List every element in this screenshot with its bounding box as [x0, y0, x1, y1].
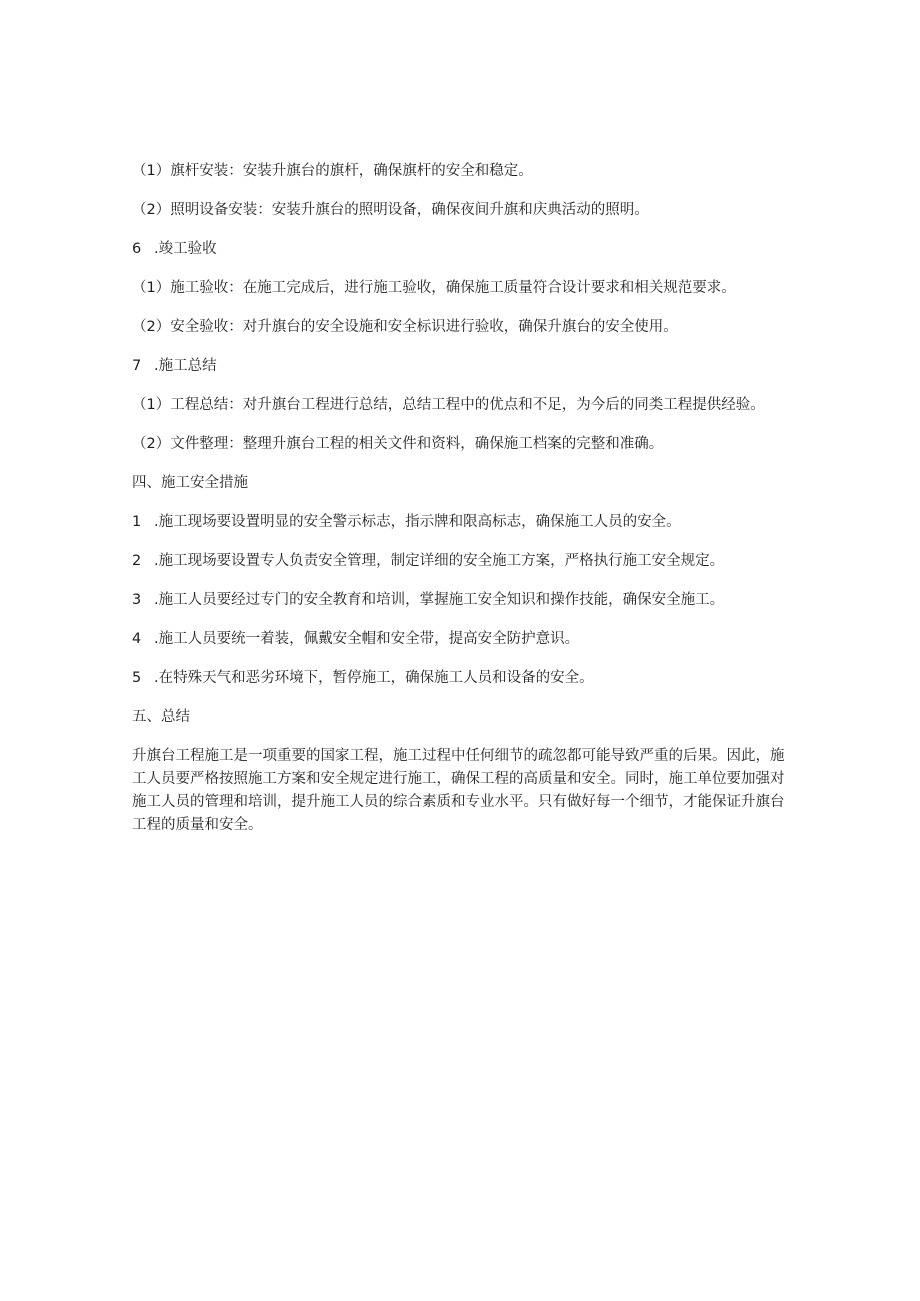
item-text: .在特殊天气和恶劣环境下，暂停施工，确保施工人员和设备的安全。: [154, 670, 594, 686]
paragraph-project-summary: （1）工程总结：对升旗台工程进行总结，总结工程中的优点和不足，为今后的同类工程提供经验。: [132, 397, 765, 413]
safety-measure-item: [132, 511, 792, 534]
heading-construction-summary: [132, 355, 792, 378]
paragraph-construction-acceptance: （1）施工验收：在施工完成后，进行施工验收，确保施工质量符合设计要求和相关规范要求。: [132, 280, 736, 296]
heading-text: .竣工验收: [154, 241, 217, 257]
item-number: 2: [132, 553, 142, 569]
item-number: 4: [132, 631, 142, 647]
item-text: .施工人员要经过专门的安全教育和培训，掌握施工安全知识和操作技能，确保安全施工。: [154, 592, 725, 608]
safety-measure-item: [132, 550, 792, 573]
heading-number: 7: [132, 358, 142, 374]
heading-number: 6: [132, 241, 142, 257]
paragraph-conclusion: 升旗台工程施工是一项重要的国家工程，施工过程中任何细节的疏忽都可能导致严重的后果。因此，施工人员要严格按照施工方案和安全规定进行施工，确保工程的高质量和安全。同时，施工单位要加强对施工人员的管理和培训，提升施工人员的综合素质和专业水平。只有做好每一个细节，才能保证升旗台工程的质量和安全。: [132, 748, 785, 833]
item-text: .施工人员要统一着装，佩戴安全帽和安全带，提高安全防护意识。: [154, 631, 580, 647]
safety-measure-item: [132, 589, 792, 612]
item-number: 1: [132, 514, 142, 530]
item-number: 3: [132, 592, 142, 608]
heading-completion-acceptance: [132, 238, 792, 261]
section-heading-summary: 五、总结: [132, 709, 190, 725]
paragraph-flagpole-installation: （1）旗杆安装：安装升旗台的旗杆，确保旗杆的安全和稳定。: [132, 163, 533, 179]
item-number: 5: [132, 670, 142, 686]
safety-measure-item: [132, 628, 792, 651]
paragraph-document-organization: （2）文件整理：整理升旗台工程的相关文件和资料，确保施工档案的完整和准确。: [132, 436, 664, 452]
item-text: .施工现场要设置专人负责安全管理，制定详细的安全施工方案，严格执行施工安全规定。: [154, 553, 725, 569]
document-body: [132, 160, 792, 837]
section-heading-safety-measures: 四、施工安全措施: [132, 475, 248, 491]
safety-measure-item: [132, 667, 792, 690]
paragraph-lighting-installation: （2）照明设备安装：安装升旗台的照明设备，确保夜间升旗和庆典活动的照明。: [132, 202, 649, 218]
item-text: .施工现场要设置明显的安全警示标志，指示牌和限高标志，确保施工人员的安全。: [154, 514, 681, 530]
heading-text: .施工总结: [154, 358, 217, 374]
paragraph-safety-acceptance: （2）安全验收：对升旗台的安全设施和安全标识进行验收，确保升旗台的安全使用。: [132, 319, 678, 335]
